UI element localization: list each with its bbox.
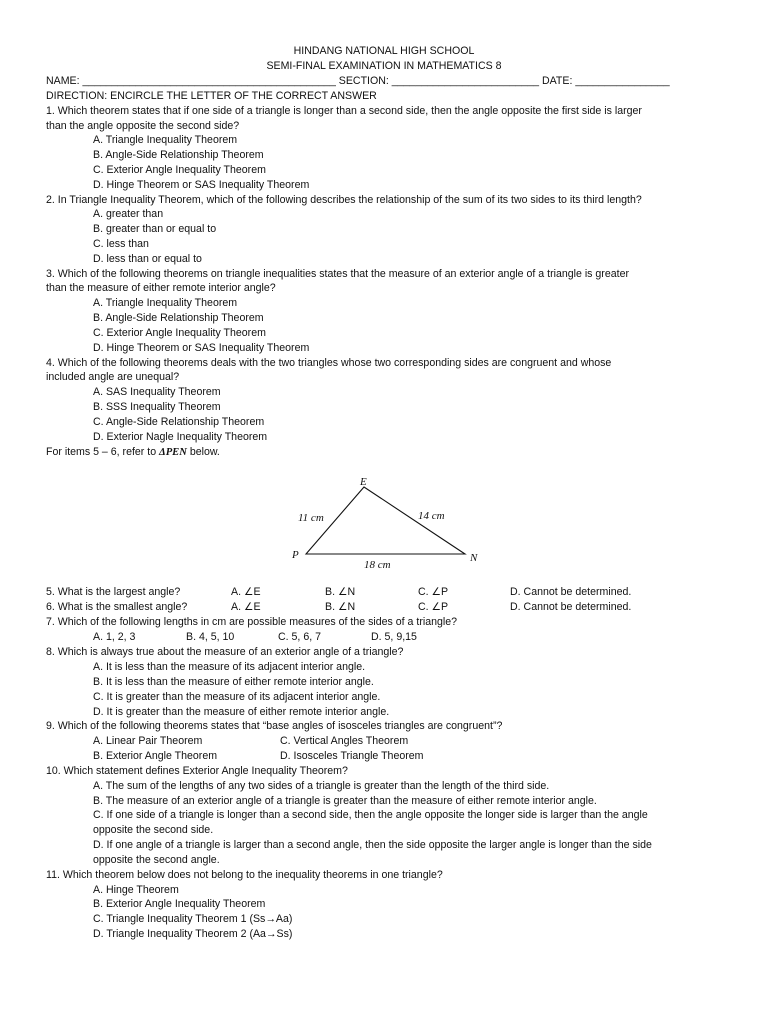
q1-option-d: D. Hinge Theorem or SAS Inequality Theorem [93, 179, 310, 191]
q10-option-b: B. The measure of an exterior angle of a triangle is greater than the measure of either remote interior angle. [93, 795, 597, 807]
q10-option-c-line2: opposite the second side. [93, 824, 214, 836]
q9-option-a: A. Linear Pair Theorem [93, 735, 203, 747]
q3-option-c: C. Exterior Angle Inequality Theorem [93, 327, 266, 339]
q10-option-d-line2: opposite the second angle. [93, 854, 220, 866]
q8-option-a: A. It is less than the measure of its adjacent interior angle. [93, 661, 366, 673]
q2-option-a: A. greater than [93, 208, 164, 220]
q7-option-b: B. 4, 5, 10 [186, 631, 235, 643]
q6-stem: 6. What is the smallest angle? [46, 601, 188, 613]
refer-line [46, 445, 720, 461]
q7-option-d: D. 5, 9,15 [371, 631, 417, 643]
q10-option-d-line1: D. If one angle of a triangle is larger than a second angle, then the side opposite the larger angle is longer than the side [93, 839, 652, 851]
q2-stem: 2. In Triangle Inequality Theorem, which of the following describes the relationship of the sum of its two sides to its third length? [46, 194, 642, 206]
q11-stem: 11. Which theorem below does not belong to the inequality theorems in one triangle? [46, 869, 443, 881]
q5-stem: 5. What is the largest angle? [46, 586, 181, 598]
q6-option-d: D. Cannot be determined. [510, 601, 632, 613]
q11-option-d: D. Triangle Inequality Theorem 2 (Aa→Ss) [93, 928, 293, 940]
q2-option-b: B. greater than or equal to [93, 223, 217, 235]
q3-stem-line2: than the measure of either remote interior angle? [46, 282, 276, 294]
q3-option-d: D. Hinge Theorem or SAS Inequality Theorem [93, 342, 310, 354]
q3-option-a: A. Triangle Inequality Theorem [93, 297, 238, 309]
q8-stem: 8. Which is always true about the measure of an exterior angle of a triangle? [46, 646, 404, 658]
q1-option-b: B. Angle-Side Relationship Theorem [93, 149, 264, 161]
q6-option-a: A. ∠E [231, 601, 261, 613]
q5-option-c: C. ∠P [418, 586, 449, 598]
exam-title: SEMI-FINAL EXAMINATION IN MATHEMATICS 8 [266, 60, 502, 72]
side-pn-label: 18 cm [364, 559, 391, 571]
triangle-pen-figure [280, 472, 500, 572]
direction: DIRECTION: ENCIRCLE THE LETTER OF THE CORRECT ANSWER [46, 90, 377, 102]
q10-stem: 10. Which statement defines Exterior Angle Inequality Theorem? [46, 765, 348, 777]
q11-option-b: B. Exterior Angle Inequality Theorem [93, 898, 266, 910]
q7-stem: 7. Which of the following lengths in cm are possible measures of the sides of a triangle? [46, 616, 458, 628]
q4-stem-line2: included angle are unequal? [46, 371, 180, 383]
q6-option-c: C. ∠P [418, 601, 449, 613]
q2-option-d: D. less than or equal to [93, 253, 202, 265]
side-en-label: 14 cm [418, 510, 445, 522]
q8-option-d: D. It is greater than the measure of either remote interior angle. [93, 706, 390, 718]
q3-option-b: B. Angle-Side Relationship Theorem [93, 312, 264, 324]
q11-option-c: C. Triangle Inequality Theorem 1 (Ss→Aa) [93, 913, 293, 925]
q9-option-c: C. Vertical Angles Theorem [280, 735, 409, 747]
q10-option-a: A. The sum of the lengths of any two sides of a triangle is greater than the length of the third side. [93, 780, 550, 792]
q3-stem-line1: 3. Which of the following theorems on triangle inequalities states that the measure of an exterior angle of a triangle is greater [46, 268, 629, 280]
q11-option-a: A. Hinge Theorem [93, 884, 179, 896]
q4-option-b: B. SSS Inequality Theorem [93, 401, 221, 413]
student-info-line: NAME: ___________________________________________ SECTION: _________________________ DATE: ________________ [46, 75, 670, 87]
q10-option-c-line1: C. If one side of a triangle is longer than a second side, then the angle opposite the longer side is larger than the angle [93, 809, 648, 821]
vertex-n-label: N [470, 552, 478, 564]
refer-suffix: below. [186, 446, 220, 458]
triangle-label: ΔPEN [159, 447, 187, 458]
q4-stem-line1: 4. Which of the following theorems deals with the two triangles whose two corresponding sides are congruent and whose [46, 357, 612, 369]
q7-option-c: C. 5, 6, 7 [278, 631, 321, 643]
vertex-p-label: P [292, 549, 299, 561]
q4-option-d: D. Exterior Nagle Inequality Theorem [93, 431, 268, 443]
q4-option-a: A. SAS Inequality Theorem [93, 386, 221, 398]
vertex-e-label: E [360, 476, 367, 488]
q7-option-a: A. 1, 2, 3 [93, 631, 136, 643]
q4-option-c: C. Angle-Side Relationship Theorem [93, 416, 265, 428]
q8-option-b: B. It is less than the measure of either remote interior angle. [93, 676, 374, 688]
q6-option-b: B. ∠N [325, 601, 356, 613]
q1-option-c: C. Exterior Angle Inequality Theorem [93, 164, 266, 176]
q2-option-c: C. less than [93, 238, 149, 250]
q1-option-a: A. Triangle Inequality Theorem [93, 134, 238, 146]
side-pe-label: 11 cm [298, 512, 324, 524]
q5-option-a: A. ∠E [231, 586, 261, 598]
q9-option-d: D. Isosceles Triangle Theorem [280, 750, 424, 762]
q8-option-c: C. It is greater than the measure of its adjacent interior angle. [93, 691, 381, 703]
q9-option-b: B. Exterior Angle Theorem [93, 750, 218, 762]
q9-stem: 9. Which of the following theorems states that “base angles of isosceles triangles are congruent”? [46, 720, 503, 732]
q5-option-d: D. Cannot be determined. [510, 586, 632, 598]
q1-stem-line2: than the angle opposite the second side? [46, 120, 240, 132]
q5-option-b: B. ∠N [325, 586, 356, 598]
refer-prefix: For items 5 – 6, refer to [46, 446, 160, 458]
school-name: HINDANG NATIONAL HIGH SCHOOL [293, 45, 475, 57]
q1-stem-line1: 1. Which theorem states that if one side of a triangle is longer than a second side, then the angle opposite the first side is larger [46, 105, 642, 117]
